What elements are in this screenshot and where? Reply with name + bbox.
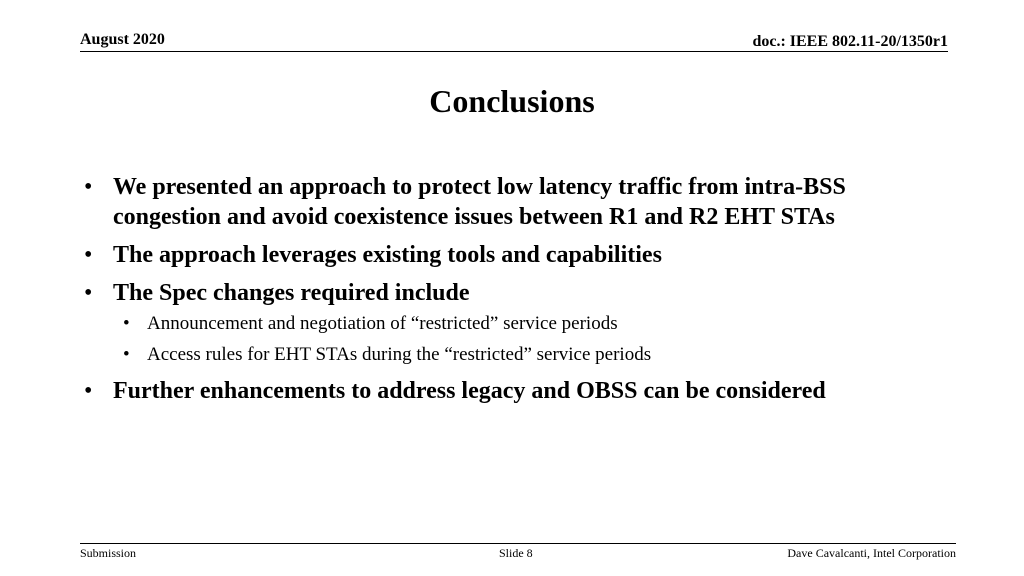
sub-bullet-glyph: •: [123, 313, 130, 334]
bullet-glyph: •: [84, 174, 93, 200]
footer-slide-number: Slide 8: [499, 546, 533, 560]
sub-bullet-glyph: •: [123, 344, 130, 365]
footer-author: Dave Cavalcanti, Intel Corporation: [787, 546, 956, 560]
header-date: August 2020: [80, 31, 165, 48]
footer-divider: [80, 543, 956, 544]
bullet-item: [84, 278, 944, 308]
sub-bullet-text: Announcement and negotiation of “restricted” service periods: [147, 313, 618, 334]
bullet-item: [84, 172, 944, 232]
bullet-glyph: •: [84, 280, 93, 306]
sub-bullet-item: [123, 312, 944, 336]
bullet-text: Further enhancements to address legacy and OBSS can be considered: [113, 378, 826, 404]
sub-bullet-text: Access rules for EHT STAs during the “restricted” service periods: [147, 344, 652, 365]
bullet-item: [84, 376, 944, 406]
header-doc-id: doc.: IEEE 802.11-20/1350r1: [752, 33, 948, 50]
bullet-glyph: •: [84, 378, 93, 404]
bullet-glyph: •: [84, 242, 93, 268]
header-divider: [80, 51, 948, 52]
bullet-list: [84, 172, 944, 414]
slide-title: Conclusions: [429, 83, 595, 119]
footer-submission: Submission: [80, 546, 137, 560]
bullet-text: We presented an approach to protect low latency traffic from intra-BSS congestion and avoid coexistence issues between R1 and R2 EHT STAs: [113, 174, 846, 230]
bullet-text: The approach leverages existing tools and capabilities: [113, 242, 662, 268]
bullet-text: The Spec changes required include: [113, 280, 470, 306]
sub-bullet-item: [123, 343, 944, 367]
bullet-item: [84, 240, 944, 270]
